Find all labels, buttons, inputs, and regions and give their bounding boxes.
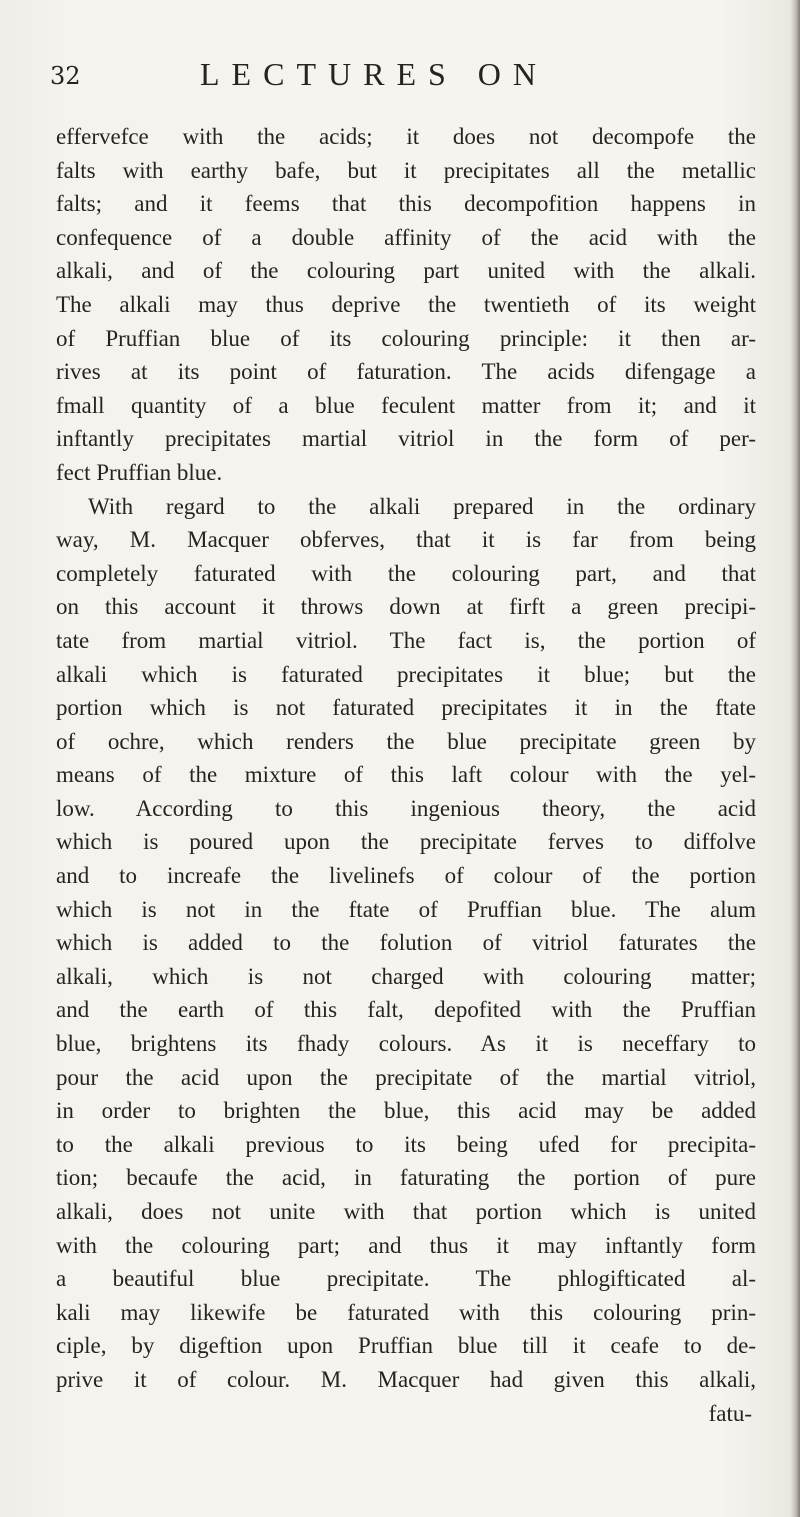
text-line: portion which is not faturated precipitates it in the ftate — [56, 695, 756, 721]
text-line: fmall quantity of a blue feculent matter from it; and it — [56, 392, 756, 418]
running-head: LECTURES ON — [200, 56, 548, 92]
text-line: pour the acid upon the precipitate of the martial vitriol, — [56, 1064, 756, 1090]
text-line: tion; becaufe the acid, in faturating the portion of pure — [56, 1165, 756, 1191]
text-line: prive it of colour. M. Macquer had given this alkali, — [56, 1366, 756, 1392]
text-line: in order to brighten the blue, this acid may be added — [56, 1098, 756, 1124]
text-line: alkali, does not unite with that portion which is united — [56, 1199, 756, 1224]
text-line: and to increafe the livelinefs of colour of the portion — [56, 863, 756, 889]
catchword: fatu- — [708, 1400, 752, 1426]
text-line: ciple, by digeftion upon Pruffian blue till it ceafe to de- — [56, 1333, 756, 1359]
page-edge-shadow — [790, 0, 800, 1517]
page-number: 32 — [50, 62, 81, 90]
text-line: means of the mixture of this laft colour with the yel- — [56, 762, 756, 788]
text-line: inftantly precipitates martial vitriol in the form of per- — [56, 426, 756, 452]
text-line: completely faturated with the colouring part, and that — [56, 560, 756, 586]
text-line: effervefce with the acids; it does not decompofe the — [56, 124, 756, 149]
text-line: falts; and it feems that this decompofition happens in — [56, 191, 756, 217]
text-line: which is not in the ftate of Pruffian blue. The alum — [56, 896, 756, 922]
text-line: of Pruffian blue of its colouring principle: it then ar- — [56, 325, 756, 351]
text-line: and the earth of this falt, depofited with the Pruffian — [56, 997, 756, 1023]
text-line: way, M. Macquer obferves, that it is far from being — [56, 527, 756, 553]
text-line: with the colouring part; and thus it may inftantly form — [56, 1232, 756, 1258]
text-line: fect Pruffian blue. — [56, 459, 223, 485]
text-line: blue, brightens its fhady colours. As it is neceffary to — [56, 1031, 756, 1057]
text-line: of ochre, which renders the blue precipitate green by — [56, 728, 756, 754]
text-line: alkali which is faturated precipitates it blue; but the — [56, 661, 756, 687]
text-line: alkali, and of the colouring part united with the alkali. — [56, 258, 756, 284]
text-line: The alkali may thus deprive the twentieth of its weight — [56, 291, 756, 317]
text-line: to the alkali previous to its being ufed for precipita- — [56, 1131, 756, 1157]
text-line: alkali, which is not charged with colouring matter; — [56, 963, 756, 989]
text-line: falts with earthy bafe, but it precipitates all the metallic — [56, 157, 756, 183]
text-line: kali may likewife be faturated with this colouring prin- — [56, 1299, 756, 1325]
text-line: rives at its point of faturation. The acids difengage a — [56, 359, 756, 385]
text-line: confequence of a double affinity of the acid with the — [56, 224, 756, 250]
paragraph-start-line: With regard to the alkali prepared in the ordinary — [88, 493, 756, 519]
text-line: which is poured upon the precipitate ferves to diffolve — [56, 829, 756, 855]
body-text — [56, 120, 756, 1430]
text-line: low. According to this ingenious theory, the acid — [56, 795, 756, 821]
text-line: a beautiful blue precipitate. The phlogifticated al- — [56, 1266, 756, 1292]
text-line: tate from martial vitriol. The fact is, the portion of — [56, 627, 756, 653]
page-header — [50, 56, 750, 100]
text-line: on this account it throws down at firft a green precipi- — [56, 594, 756, 620]
text-line: which is added to the folution of vitriol faturates the — [56, 930, 756, 956]
